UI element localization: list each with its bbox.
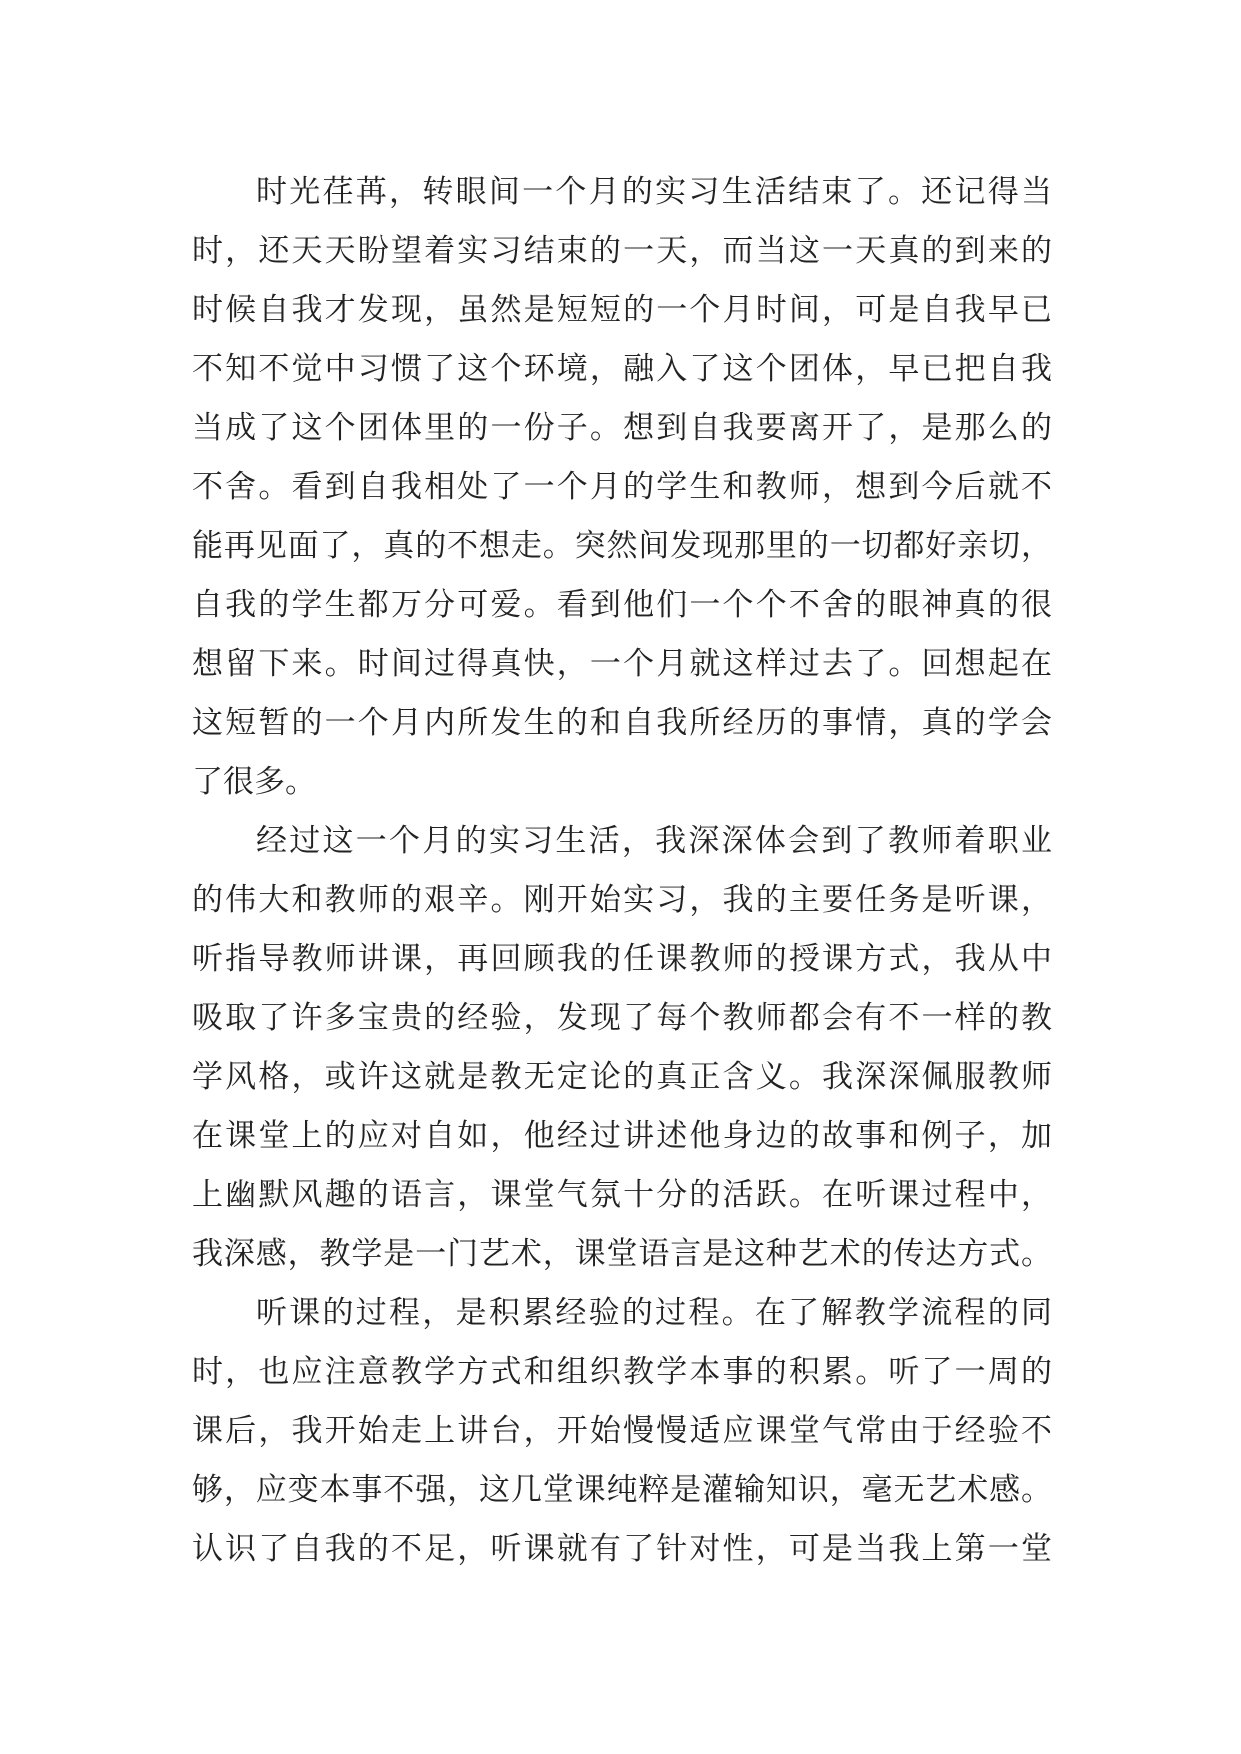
text-line: 时，也应注意教学方式和组织教学本事的积累。听了一周的: [192, 1354, 1052, 1390]
text-line: 当成了这个团体里的一份子。想到自我要离开了，是那么的: [192, 410, 1052, 446]
text-line: 学风格，或许这就是教无定论的真正含义。我深深佩服教师: [192, 1059, 1052, 1095]
text-line: 在课堂上的应对自如，他经过讲述他身边的故事和例子，加: [192, 1118, 1052, 1154]
text-line: 认识了自我的不足，听课就有了针对性，可是当我上第一堂: [192, 1531, 1052, 1567]
text-line: 能再见面了，真的不想走。突然间发现那里的一切都好亲切，: [192, 528, 1052, 564]
text-line: 吸取了许多宝贵的经验，发现了每个教师都会有不一样的教: [192, 1000, 1052, 1036]
text-line: 听指导教师讲课，再回顾我的任课教师的授课方式，我从中: [192, 941, 1052, 977]
text-line: 的伟大和教师的艰辛。刚开始实习，我的主要任务是听课，: [192, 882, 1052, 918]
text-line: 我深感，教学是一门艺术，课堂语言是这种艺术的传达方式。: [192, 1236, 1052, 1272]
paragraph-1: [192, 163, 1052, 812]
text-line: 了很多。: [192, 764, 316, 800]
text-line: 时光荏苒，转眼间一个月的实习生活结束了。还记得当: [256, 174, 1052, 210]
text-line: 听课的过程，是积累经验的过程。在了解教学流程的同: [256, 1295, 1052, 1331]
text-line: 不舍。看到自我相处了一个月的学生和教师，想到今后就不: [192, 469, 1052, 505]
body-text: [192, 163, 1052, 1579]
text-line: 不知不觉中习惯了这个环境，融入了这个团体，早已把自我: [192, 351, 1052, 387]
text-line: 时候自我才发现，虽然是短短的一个月时间，可是自我早已: [192, 292, 1052, 328]
text-line: 经过这一个月的实习生活，我深深体会到了教师着职业: [256, 823, 1052, 859]
text-line: 想留下来。时间过得真快，一个月就这样过去了。回想起在: [192, 646, 1052, 682]
text-line: 上幽默风趣的语言，课堂气氛十分的活跃。在听课过程中，: [192, 1177, 1052, 1213]
text-line: 这短暂的一个月内所发生的和自我所经历的事情，真的学会: [192, 705, 1052, 741]
text-line: 够，应变本事不强，这几堂课纯粹是灌输知识，毫无艺术感。: [192, 1472, 1052, 1508]
text-line: 自我的学生都万分可爱。看到他们一个个不舍的眼神真的很: [192, 587, 1052, 623]
text-line: 课后，我开始走上讲台，开始慢慢适应课堂气常由于经验不: [192, 1413, 1052, 1449]
text-line: 时，还天天盼望着实习结束的一天，而当这一天真的到来的: [192, 233, 1052, 269]
paragraph-3: [192, 1284, 1052, 1579]
paragraph-2: [192, 812, 1052, 1284]
